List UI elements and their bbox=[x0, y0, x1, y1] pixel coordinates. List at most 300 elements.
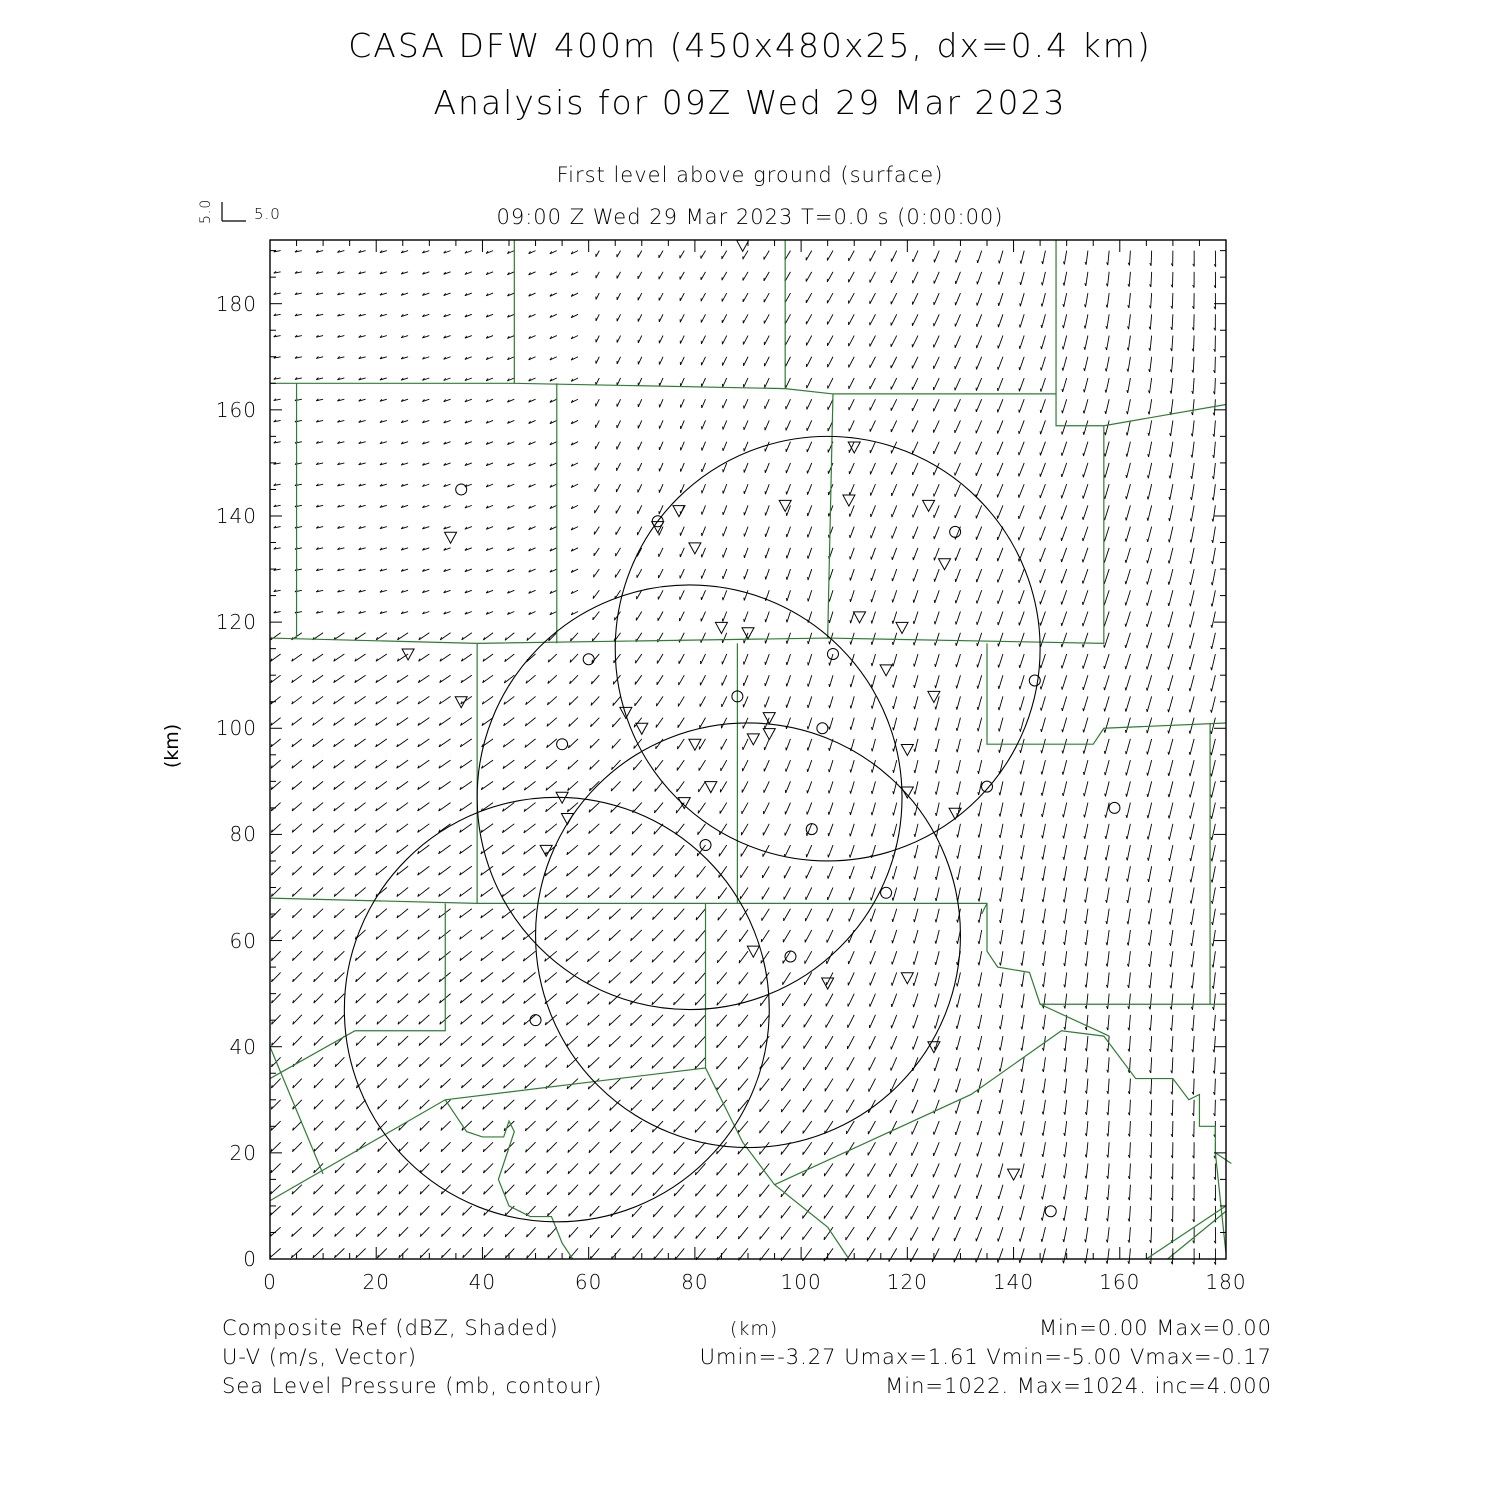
wind-vector bbox=[723, 378, 727, 387]
wind-vector bbox=[1084, 781, 1088, 796]
wind-vector bbox=[1040, 612, 1045, 626]
wind-vector bbox=[313, 909, 323, 918]
wind-vector bbox=[313, 696, 323, 704]
wind-vector bbox=[700, 718, 706, 728]
wind-vector-head bbox=[957, 835, 958, 838]
wind-vector bbox=[659, 336, 663, 344]
wind-vector bbox=[829, 590, 833, 601]
wind-vector bbox=[935, 1057, 939, 1071]
wind-vector bbox=[398, 1015, 408, 1024]
wind-vector bbox=[1149, 866, 1152, 882]
wind-vector bbox=[270, 1227, 281, 1236]
wind-vector bbox=[1108, 1185, 1109, 1200]
wind-vector bbox=[334, 739, 345, 747]
wind-vector-head bbox=[1041, 304, 1042, 307]
wind-vector bbox=[1149, 442, 1152, 457]
wind-vector bbox=[439, 845, 451, 854]
wind-vector bbox=[596, 314, 599, 321]
wind-vector bbox=[439, 739, 451, 747]
wind-vector bbox=[1192, 484, 1195, 500]
wind-vector bbox=[1128, 378, 1131, 393]
wind-vector bbox=[1062, 463, 1067, 477]
wind-vector-head bbox=[807, 726, 808, 729]
wind-vector-head bbox=[999, 1026, 1000, 1029]
wind-vector-head bbox=[717, 981, 718, 984]
wind-vector bbox=[617, 251, 621, 258]
wind-vector bbox=[588, 887, 599, 897]
wind-vector bbox=[894, 760, 897, 773]
wind-vector bbox=[743, 314, 748, 323]
wind-vector-head bbox=[1020, 729, 1021, 732]
wind-vector bbox=[784, 909, 791, 921]
wind-vector bbox=[1172, 1057, 1173, 1073]
wind-vector bbox=[723, 527, 727, 537]
wind-vector-head bbox=[1062, 708, 1063, 711]
y-tick-label: 20 bbox=[229, 1140, 257, 1165]
wind-vector-head bbox=[786, 598, 787, 601]
wind-vector bbox=[334, 718, 345, 726]
wind-vector bbox=[591, 718, 600, 727]
wind-vector bbox=[1190, 654, 1194, 670]
wind-vector bbox=[679, 633, 684, 643]
wind-vector bbox=[569, 718, 578, 727]
wind-vector-head bbox=[1149, 964, 1150, 967]
wind-vector bbox=[1213, 909, 1216, 925]
wind-vector bbox=[1043, 887, 1045, 902]
wind-vector bbox=[760, 1079, 769, 1091]
wind-vector bbox=[1001, 951, 1003, 965]
wind-vector bbox=[847, 1100, 855, 1113]
wind-vector bbox=[807, 399, 812, 409]
wind-vector bbox=[1043, 1142, 1046, 1157]
wind-vector bbox=[914, 654, 918, 667]
wind-vector bbox=[524, 845, 536, 854]
wind-vector-head bbox=[1063, 325, 1064, 328]
wind-vector-head bbox=[1212, 922, 1213, 925]
wind-vector bbox=[462, 1185, 471, 1194]
wind-vector bbox=[376, 718, 387, 726]
wind-vector bbox=[977, 272, 981, 284]
wind-vector bbox=[272, 1036, 281, 1045]
wind-vector bbox=[377, 1036, 387, 1045]
wind-vector-head bbox=[1212, 498, 1213, 501]
wind-vector bbox=[420, 1163, 429, 1172]
wind-vector-head bbox=[632, 1235, 633, 1238]
wind-vector bbox=[914, 612, 918, 624]
wind-vector-head bbox=[935, 962, 936, 965]
wind-vector bbox=[569, 696, 578, 705]
wind-vector bbox=[739, 951, 748, 963]
wind-vector bbox=[979, 866, 982, 880]
wind-vector-head bbox=[1127, 943, 1128, 946]
wind-vector-head bbox=[956, 643, 957, 646]
wind-vector bbox=[744, 463, 748, 473]
wind-vector bbox=[638, 442, 642, 450]
wind-vector-head bbox=[1147, 773, 1148, 776]
wind-vector bbox=[847, 1079, 854, 1092]
wind-vector bbox=[617, 336, 620, 343]
wind-vector bbox=[701, 612, 705, 622]
wind-vector bbox=[1086, 1185, 1088, 1200]
wind-vector-head bbox=[978, 771, 979, 774]
wind-vector bbox=[723, 463, 727, 472]
wind-vector-head bbox=[955, 1111, 956, 1114]
wind-vector bbox=[956, 1142, 961, 1156]
wind-vector bbox=[1151, 1100, 1152, 1116]
wind-vector-head bbox=[935, 877, 936, 880]
wind-vector-head bbox=[829, 705, 830, 708]
wind-vector bbox=[481, 824, 493, 833]
x-axis-title: (km) bbox=[730, 1318, 779, 1340]
wind-vector-head bbox=[1168, 773, 1169, 776]
wind-vector bbox=[1129, 994, 1130, 1009]
wind-vector bbox=[912, 378, 918, 390]
wind-vector bbox=[566, 909, 578, 919]
wind-vector bbox=[1193, 378, 1194, 394]
wind-vector bbox=[739, 972, 748, 984]
wind-vector-head bbox=[1041, 367, 1042, 370]
wind-vector bbox=[869, 1057, 875, 1070]
footer-reflectivity-range: Min=0.00 Max=0.00 bbox=[1038, 1316, 1272, 1340]
wind-vector bbox=[1084, 442, 1088, 456]
wind-vector bbox=[376, 739, 387, 747]
wind-vector bbox=[271, 951, 280, 960]
wind-vector bbox=[807, 357, 812, 367]
wind-vector bbox=[1190, 781, 1194, 797]
wind-vector bbox=[1020, 357, 1025, 370]
wind-vector bbox=[439, 760, 451, 768]
wind-vector bbox=[1151, 1185, 1152, 1201]
wind-vector bbox=[680, 590, 684, 599]
wind-vector bbox=[617, 314, 620, 321]
wind-vector-head bbox=[978, 941, 979, 944]
wind-vector-head bbox=[871, 706, 872, 709]
wind-vector bbox=[1147, 633, 1152, 648]
wind-vector bbox=[1213, 972, 1215, 988]
wind-vector bbox=[594, 527, 599, 535]
wind-vector bbox=[397, 739, 408, 747]
wind-vector bbox=[717, 1057, 727, 1069]
wind-vector bbox=[567, 1057, 578, 1067]
wind-vector bbox=[418, 718, 429, 726]
wind-vector-head bbox=[978, 962, 979, 965]
wind-vector bbox=[652, 1057, 663, 1068]
wind-vector bbox=[870, 951, 875, 964]
wind-vector bbox=[891, 336, 897, 347]
wind-vector bbox=[638, 251, 642, 258]
wind-vector bbox=[849, 314, 855, 325]
wind-vector bbox=[633, 1248, 642, 1259]
wind-vector bbox=[723, 399, 727, 408]
station-triangle-marker bbox=[689, 543, 701, 554]
wind-vector bbox=[313, 845, 323, 854]
wind-vector bbox=[546, 1121, 556, 1131]
wind-vector bbox=[1171, 399, 1173, 415]
wind-vector bbox=[681, 463, 685, 472]
wind-vector bbox=[659, 272, 663, 279]
wind-vector bbox=[1108, 1206, 1110, 1221]
wind-vector bbox=[567, 1100, 578, 1110]
wind-vector bbox=[630, 972, 641, 983]
wind-vector bbox=[743, 272, 748, 281]
wind-vector-head bbox=[999, 1154, 1000, 1157]
wind-vector-head bbox=[1127, 879, 1128, 882]
wind-vector-head bbox=[1019, 1239, 1020, 1242]
wind-vector-head bbox=[1106, 942, 1107, 945]
wind-vector bbox=[313, 930, 323, 939]
wind-vector bbox=[849, 420, 854, 431]
wind-vector-head bbox=[935, 856, 936, 859]
wind-vector bbox=[656, 696, 663, 706]
wind-vector bbox=[957, 1015, 960, 1029]
wind-vector-head bbox=[590, 1235, 591, 1238]
station-circle-marker bbox=[950, 526, 961, 537]
wind-vector bbox=[356, 1185, 365, 1194]
wind-vector-head bbox=[1063, 857, 1064, 860]
wind-vector-head bbox=[935, 813, 936, 816]
wind-vector bbox=[824, 1142, 832, 1155]
wind-vector-head bbox=[1019, 346, 1020, 349]
wind-vector-head bbox=[999, 814, 1000, 817]
wind-vector-head bbox=[808, 598, 809, 601]
wind-vector bbox=[377, 1057, 386, 1066]
wind-vector bbox=[612, 718, 620, 727]
wind-vector bbox=[674, 972, 685, 983]
wind-vector-head bbox=[850, 684, 851, 687]
wind-vector bbox=[271, 739, 281, 747]
wind-vector bbox=[1128, 909, 1130, 924]
wind-vector bbox=[632, 866, 642, 876]
wind-vector-head bbox=[956, 1026, 957, 1029]
station-triangle-marker bbox=[636, 723, 648, 734]
wind-vector bbox=[1215, 1079, 1216, 1095]
wind-vector bbox=[1063, 760, 1067, 775]
wind-vector bbox=[1149, 399, 1151, 414]
wind-vector bbox=[270, 1206, 280, 1215]
wind-vector bbox=[851, 760, 855, 772]
wind-vector bbox=[723, 612, 727, 622]
wind-vector-head bbox=[871, 876, 872, 879]
wind-vector bbox=[596, 357, 599, 364]
wind-vector bbox=[1211, 675, 1215, 691]
wind-vector bbox=[1020, 1248, 1024, 1262]
wind-vector bbox=[787, 675, 791, 686]
wind-vector bbox=[1086, 972, 1088, 987]
wind-vector bbox=[546, 760, 557, 769]
wind-vector bbox=[872, 654, 875, 666]
wind-vector bbox=[1040, 442, 1045, 456]
wind-vector-head bbox=[999, 835, 1000, 838]
wind-vector bbox=[803, 1142, 812, 1155]
wind-vector bbox=[764, 293, 769, 302]
wind-vector bbox=[1086, 1227, 1088, 1242]
wind-vector bbox=[1126, 675, 1131, 690]
wind-vector bbox=[638, 272, 642, 279]
wind-vector bbox=[998, 527, 1003, 540]
wind-vector bbox=[1108, 1057, 1109, 1072]
wind-vector bbox=[849, 887, 854, 900]
wind-vector-head bbox=[1147, 539, 1148, 542]
wind-vector bbox=[334, 654, 345, 661]
wind-vector bbox=[824, 1206, 833, 1219]
wind-vector bbox=[955, 357, 960, 369]
wind-vector-head bbox=[1021, 1005, 1022, 1008]
wind-vector-head bbox=[1020, 750, 1021, 753]
wind-vector bbox=[482, 1057, 493, 1067]
wind-vector bbox=[292, 1206, 302, 1215]
wind-vector bbox=[376, 824, 387, 833]
wind-vector bbox=[1130, 1100, 1131, 1115]
wind-vector bbox=[1040, 463, 1045, 477]
wind-vector bbox=[680, 612, 685, 622]
wind-vector bbox=[912, 1121, 918, 1134]
wind-vector bbox=[806, 272, 812, 282]
wind-vector bbox=[292, 866, 302, 875]
wind-vector-head bbox=[1105, 857, 1106, 860]
wind-vector-head bbox=[633, 788, 634, 791]
wind-vector bbox=[935, 590, 939, 603]
wind-vector bbox=[956, 293, 961, 305]
wind-vector bbox=[460, 739, 472, 747]
wind-vector bbox=[934, 293, 939, 305]
wind-vector bbox=[956, 251, 960, 263]
wind-vector bbox=[702, 527, 706, 536]
wind-vector bbox=[1151, 1036, 1152, 1052]
wind-vector-head bbox=[1147, 624, 1148, 627]
wind-vector bbox=[356, 972, 366, 981]
wind-vector-head bbox=[613, 703, 614, 706]
wind-vector bbox=[979, 887, 982, 901]
wind-vector-head bbox=[850, 705, 851, 708]
wind-vector bbox=[1126, 612, 1131, 627]
wind-vector-head bbox=[786, 662, 787, 665]
wind-vector-head bbox=[1041, 1260, 1042, 1263]
wind-vector-head bbox=[674, 1214, 675, 1217]
wind-vector bbox=[1126, 654, 1131, 669]
wind-vector-head bbox=[1125, 581, 1126, 584]
wind-vector bbox=[1107, 930, 1109, 945]
footer-wind-range: Umin=-3.27 Umax=1.61 Vmin=-5.00 Vmax=-0.17 bbox=[699, 1345, 1272, 1369]
wind-vector bbox=[872, 696, 875, 708]
wind-vector bbox=[505, 1227, 514, 1237]
wind-vector bbox=[1170, 484, 1173, 500]
wind-vector bbox=[653, 866, 663, 877]
wind-vector-head bbox=[1019, 686, 1020, 689]
wind-vector-head bbox=[829, 663, 830, 666]
wind-vector bbox=[1001, 909, 1003, 923]
wind-vector bbox=[979, 1015, 982, 1029]
wind-vector bbox=[872, 739, 875, 751]
wind-vector bbox=[399, 1079, 408, 1088]
wind-vector bbox=[872, 590, 876, 602]
wind-vector bbox=[1172, 1079, 1173, 1095]
wind-vector bbox=[593, 612, 600, 620]
wind-vector bbox=[1086, 909, 1088, 924]
wind-vector-head bbox=[1104, 708, 1105, 711]
wind-vector bbox=[677, 760, 684, 770]
wind-vector-head bbox=[1062, 432, 1063, 435]
wind-vector-head bbox=[696, 1215, 697, 1218]
wind-vector-head bbox=[696, 917, 697, 920]
x-tick-label: 40 bbox=[468, 1270, 497, 1294]
wind-vector bbox=[652, 1079, 663, 1090]
wind-vector-head bbox=[1212, 986, 1213, 989]
wind-vector bbox=[502, 824, 514, 833]
wind-vector bbox=[674, 1121, 685, 1132]
wind-vector bbox=[462, 1121, 472, 1130]
wind-vector bbox=[635, 675, 642, 684]
wind-vector bbox=[976, 442, 982, 455]
wind-vector bbox=[612, 1248, 621, 1259]
wind-vector bbox=[1127, 463, 1131, 478]
wind-vector bbox=[915, 696, 918, 709]
wind-vector-head bbox=[1191, 476, 1192, 479]
wind-vector-head bbox=[871, 812, 872, 815]
wind-vector bbox=[502, 972, 514, 982]
wind-vector-head bbox=[956, 749, 957, 752]
wind-vector bbox=[632, 1227, 641, 1238]
wind-vector bbox=[1062, 505, 1067, 519]
wind-vector-head bbox=[1146, 688, 1147, 691]
wind-vector bbox=[397, 781, 408, 789]
wind-vector bbox=[523, 909, 535, 919]
wind-vector bbox=[933, 1227, 940, 1241]
wind-vector bbox=[654, 1248, 663, 1259]
wind-vector bbox=[567, 824, 578, 834]
wind-vector bbox=[442, 1248, 451, 1257]
county-boundary-line bbox=[1040, 1004, 1109, 1036]
footer-pressure-range: Min=1022. Max=1024. inc=4.000 bbox=[885, 1374, 1272, 1398]
vector-key bbox=[222, 202, 246, 221]
wind-vector-head bbox=[999, 1111, 1000, 1114]
wind-vector bbox=[723, 548, 727, 558]
wind-vector bbox=[1151, 251, 1152, 266]
wind-vector-head bbox=[1041, 1239, 1042, 1242]
wind-vector bbox=[1108, 272, 1110, 286]
wind-vector bbox=[1214, 442, 1215, 458]
wind-vector bbox=[870, 463, 875, 474]
wind-vector bbox=[1019, 420, 1024, 433]
wind-vector bbox=[461, 1015, 472, 1024]
wind-vector-head bbox=[1190, 603, 1191, 606]
wind-vector bbox=[934, 336, 939, 348]
wind-vector bbox=[828, 887, 833, 899]
wind-vector bbox=[503, 1057, 514, 1067]
wind-vector bbox=[1148, 505, 1152, 520]
wind-vector-head bbox=[808, 662, 809, 665]
wind-vector bbox=[1130, 1121, 1131, 1136]
wind-vector bbox=[955, 505, 960, 518]
wind-vector bbox=[1064, 251, 1066, 265]
wind-vector bbox=[1019, 463, 1024, 477]
wind-vector bbox=[826, 1015, 833, 1028]
wind-vector bbox=[314, 972, 323, 981]
wind-vector bbox=[1062, 548, 1067, 562]
wind-vector bbox=[913, 272, 918, 283]
wind-vector bbox=[829, 612, 833, 623]
wind-vector bbox=[850, 803, 854, 815]
wind-vector bbox=[760, 1142, 770, 1154]
wind-vector-head bbox=[998, 1238, 999, 1241]
wind-vector bbox=[570, 654, 578, 662]
wind-vector bbox=[292, 1142, 301, 1151]
wind-vector-head bbox=[1168, 582, 1169, 585]
wind-vector bbox=[933, 1163, 939, 1177]
wind-vector bbox=[314, 1121, 323, 1130]
wind-vector bbox=[1148, 760, 1152, 776]
wind-vector bbox=[1000, 887, 1002, 901]
wind-vector bbox=[1170, 505, 1173, 521]
